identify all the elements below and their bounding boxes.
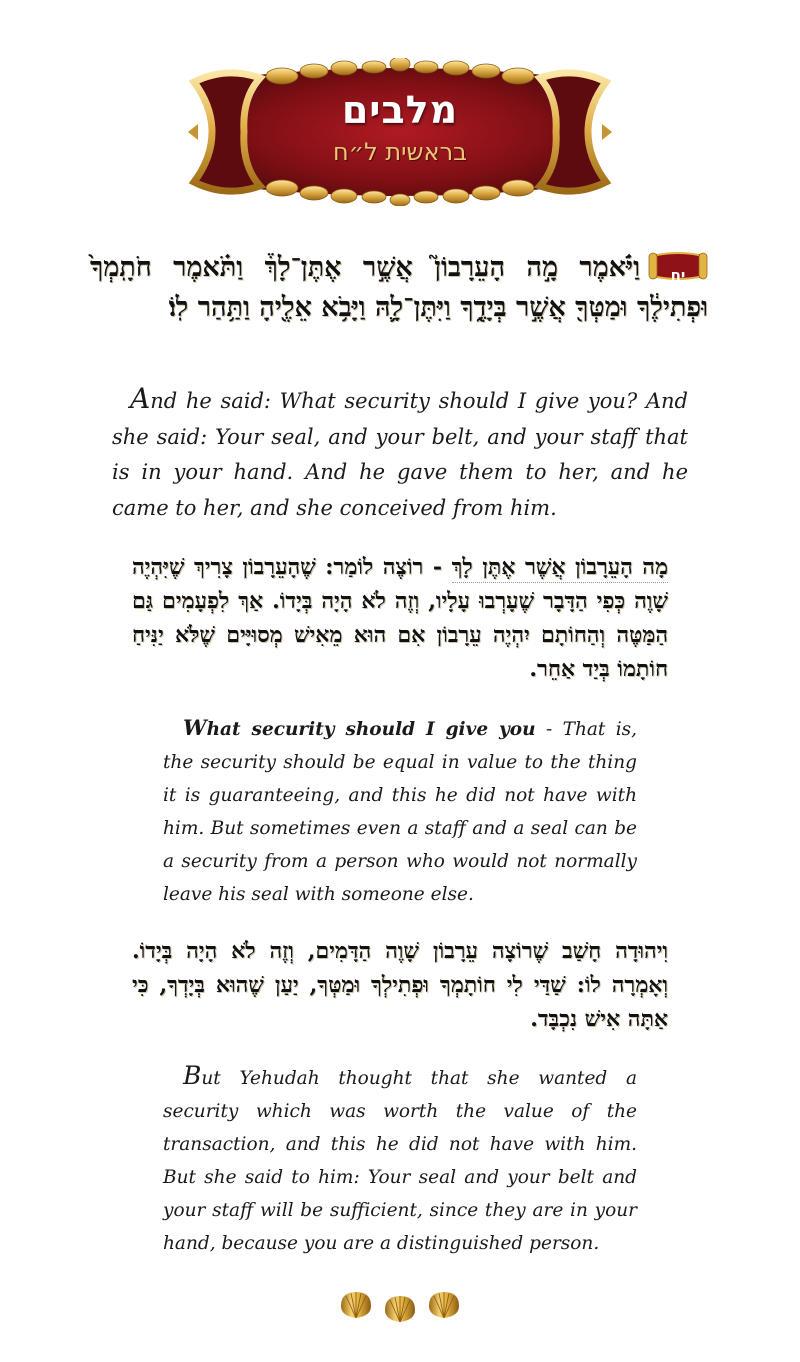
- commentary-1-hebrew-text: - רוֹצֶה לוֹמַר: שֶׁהָעֵרָבוֹן צָרִיךְ שֶׁיִּהְיֶה שָׁוֶה כְּפִי הַדָּבָר שֶׁעָרְבוּ עָלָיו, וְזֶה לֹא הָיָה בְּיָדוֹ. אַךְ לִפְעָמִים גַּם הַמַּטֶּה וְהַחוֹתָם יִהְיֶה עֵרָבוֹן אִם הוּא מֵאִישׁ מְסוּיָּים שֶׁלֹּא יַנִּיחַ חוֹתָמוֹ בְּיַד אַחֵר.: [132, 554, 668, 682]
- translation-dropcap: A: [130, 382, 151, 415]
- verse-translation: [112, 381, 688, 526]
- commentary-1-dropcap: W: [183, 715, 207, 740]
- translation-text: nd he said: What security should I give you? And she said: Your seal, and your belt, and your staff that is in your hand. And he gave them to her, and he came to her, and she conceived from him.: [112, 389, 688, 520]
- commentary-2-dropcap: B: [183, 1061, 202, 1090]
- verse-hebrew: וַיֹּ֗אמֶר מָ֣ה הָעֵרָבוֹן֮ אֲשֶׁ֣ר אֶתֶּן־לָךְ֒ וַתֹּ֗אמֶר חֹתָֽמְךָ֙ וּפְתִילֶ֔ךָ וּמַטְּךָ֖ אֲשֶׁ֣ר בְּיָדֶ֑ךָ וַיִּתֶּן־לָ֛הּ וַיָּבֹ֥א אֵלֶ֖יהָ וַתַּ֥הַר לֽוֹ׃: [90, 252, 708, 323]
- commentary-1-dibur-hamatchil: מָה הָעֵרָבוֹן אֲשֶׁר אֶתֶּן לָךְ: [452, 554, 668, 583]
- commentary-1-english-text: - That is, the security should be equal in value to the thing it is guaranteeing, and this he did not have with him. But sometimes even a staff and a seal can be a security from a person who would not normally leave his seal with someone else.: [163, 719, 637, 905]
- scroll-ornament-icon: [186, 58, 614, 206]
- shell-right: [429, 1292, 459, 1318]
- commentary-1-english: [163, 711, 637, 911]
- banner-title: מלבים: [341, 88, 459, 132]
- verse-block: [90, 248, 708, 328]
- commentary-2-hebrew: וִיהוּדָה חָשַׁב שֶׁרוֹצָה עֵרָבוֹן שָׁוֶה הַדָּמִים, וְזֶה לֹא הָיָה בְּיָדוֹ. וְאָמְרָה לוֹ: שַׁדַּי לִי חוֹתָמְךָ וּפְתִילְךָ וּמַטְּךָ, יַעַן שֶׁהוּא בְּיָדְךָ, כִּי אַתָּה אִישׁ נִכְבָּד.: [132, 938, 668, 1032]
- commentary-1-lead: hat security should I give you: [206, 719, 536, 740]
- gold-shells-icon: [338, 1290, 462, 1324]
- header-scroll-banner: [186, 58, 614, 206]
- banner-subtitle: בראשית ל״ח: [332, 138, 468, 166]
- shell-left: [341, 1292, 371, 1318]
- verse-hebrew-text: [90, 248, 708, 328]
- verse-number-badge: יח: [648, 251, 708, 281]
- commentary-1-hebrew: [132, 550, 668, 686]
- footer-shell-ornament: [338, 1290, 462, 1324]
- shell-middle: [385, 1296, 415, 1322]
- commentary-2-english-text: ut Yehudah thought that she wanted a security which was worth the value of the transaction, and this he did not have with him. But she said to him: Your seal and your belt and your staff will be sufficient, since they are in your hand, because you are a distinguished person.: [163, 1068, 637, 1254]
- commentary-2-english: [163, 1059, 637, 1260]
